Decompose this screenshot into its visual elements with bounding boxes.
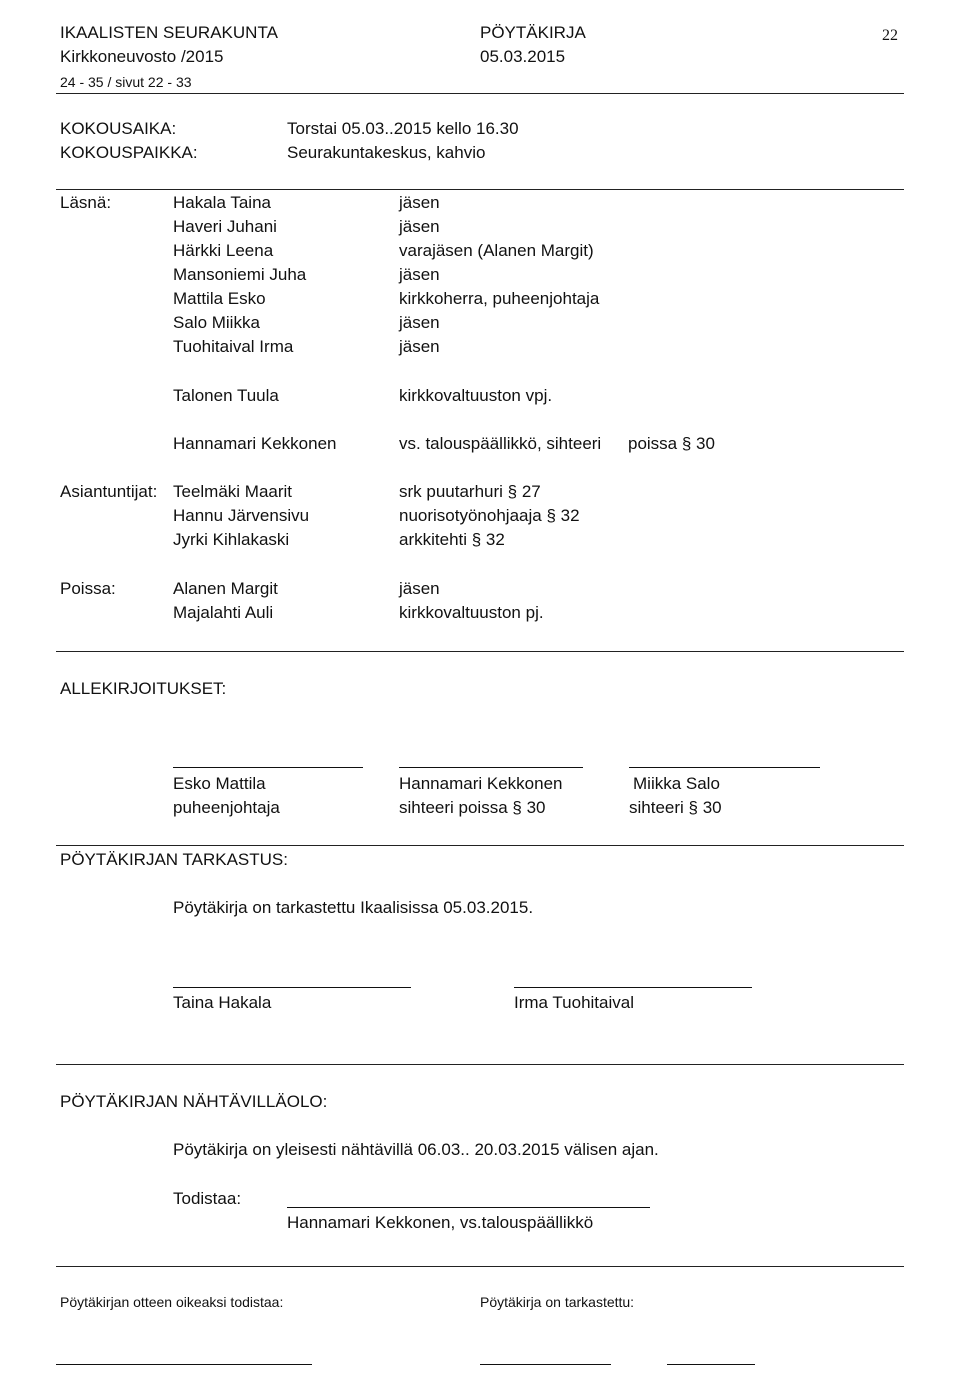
absent-role: jäsen <box>399 579 440 598</box>
meeting-place-label: KOKOUSPAIKKA: <box>60 143 198 162</box>
review-text: Pöytäkirja on tarkastettu Ikaalisissa 05.03.2015. <box>173 898 534 917</box>
secretary-role: vs. talouspäällikkö, sihteeri <box>399 434 602 453</box>
signer-title: sihteeri § 30 <box>629 798 722 817</box>
signer-title: sihteeri poissa § 30 <box>399 798 546 817</box>
expert-role: srk puutarhuri § 27 <box>399 482 541 501</box>
absent-name: Majalahti Auli <box>173 603 274 622</box>
secretary-name: Hannamari Kekkonen <box>173 434 337 453</box>
experts-label: Asiantuntijat: <box>60 482 158 501</box>
signer-name: Miikka Salo <box>633 774 720 793</box>
member-role: jäsen <box>399 217 440 236</box>
document-type: PÖYTÄKIRJA <box>480 23 586 42</box>
reviewer-name: Taina Hakala <box>173 993 272 1012</box>
signature-line <box>56 1364 312 1365</box>
reviewer-name: Irma Tuohitaival <box>514 993 634 1012</box>
present-label: Läsnä: <box>60 193 112 212</box>
meeting-time-label: KOKOUSAIKA: <box>60 119 177 138</box>
member-name: Härkki Leena <box>173 241 274 260</box>
section-divider <box>56 651 904 652</box>
meeting-time-value: Torstai 05.03..2015 kello 16.30 <box>287 119 519 138</box>
member-role: jäsen <box>399 193 440 212</box>
signer-title: puheenjohtaja <box>173 798 280 817</box>
member-name: Mansoniemi Juha <box>173 265 307 284</box>
footer-reviewed: Pöytäkirja on tarkastettu: <box>480 1294 635 1310</box>
expert-name: Teelmäki Maarit <box>173 482 293 501</box>
member-name: Salo Miikka <box>173 313 260 332</box>
document-date: 05.03.2015 <box>480 47 566 66</box>
member-role: jäsen <box>399 313 440 332</box>
section-divider <box>56 189 904 190</box>
secretary-note: poissa § 30 <box>628 434 715 453</box>
signatures-label: ALLEKIRJOITUKSET: <box>60 679 227 698</box>
display-text: Pöytäkirja on yleisesti nähtävillä 06.03.. 20.03.2015 välisen ajan. <box>173 1140 659 1159</box>
signature-line <box>399 767 583 768</box>
member-role: varajäsen (Alanen Margit) <box>399 241 594 260</box>
signer-name: Esko Mattila <box>173 774 266 793</box>
other-attendee-role: kirkkovaltuuston vpj. <box>399 386 553 405</box>
signature-line <box>629 767 820 768</box>
footer-extract-certify: Pöytäkirjan otteen oikeaksi todistaa: <box>60 1294 284 1310</box>
signature-line <box>173 767 363 768</box>
expert-role: nuorisotyönohjaaja § 32 <box>399 506 580 525</box>
page-number: 22 <box>882 27 898 44</box>
other-attendee-name: Talonen Tuula <box>173 386 279 405</box>
expert-name: Jyrki Kihlakaski <box>173 530 290 549</box>
signature-line <box>480 1364 611 1365</box>
section-divider <box>56 845 904 846</box>
member-role: kirkkoherra, puheenjohtaja <box>399 289 600 308</box>
display-label: PÖYTÄKIRJAN NÄHTÄVILLÄOLO: <box>60 1092 328 1111</box>
review-label: PÖYTÄKIRJAN TARKASTUS: <box>60 850 288 869</box>
member-name: Mattila Esko <box>173 289 266 308</box>
signer-name: Hannamari Kekkonen <box>399 774 563 793</box>
member-name: Haveri Juhani <box>173 217 277 236</box>
expert-role: arkkitehti § 32 <box>399 530 505 549</box>
member-role: jäsen <box>399 337 440 356</box>
signature-line <box>667 1364 755 1365</box>
absent-name: Alanen Margit <box>173 579 278 598</box>
signature-line <box>514 987 752 988</box>
section-range: 24 - 35 / sivut 22 - 33 <box>60 74 192 90</box>
certify-label: Todistaa: <box>173 1189 242 1208</box>
section-divider <box>56 1266 904 1267</box>
section-divider <box>56 1064 904 1065</box>
meeting-body: Kirkkoneuvosto /2015 <box>60 47 224 66</box>
member-name: Hakala Taina <box>173 193 271 212</box>
member-name: Tuohitaival Irma <box>173 337 294 356</box>
signature-line <box>287 1207 650 1208</box>
expert-name: Hannu Järvensivu <box>173 506 310 525</box>
header-divider <box>56 93 904 94</box>
member-role: jäsen <box>399 265 440 284</box>
signature-line <box>173 987 411 988</box>
meeting-place-value: Seurakuntakeskus, kahvio <box>287 143 486 162</box>
absent-label: Poissa: <box>60 579 116 598</box>
absent-role: kirkkovaltuuston pj. <box>399 603 544 622</box>
organization-name: IKAALISTEN SEURAKUNTA <box>60 23 278 42</box>
certifier-name: Hannamari Kekkonen, vs.talouspäällikkö <box>287 1213 594 1232</box>
